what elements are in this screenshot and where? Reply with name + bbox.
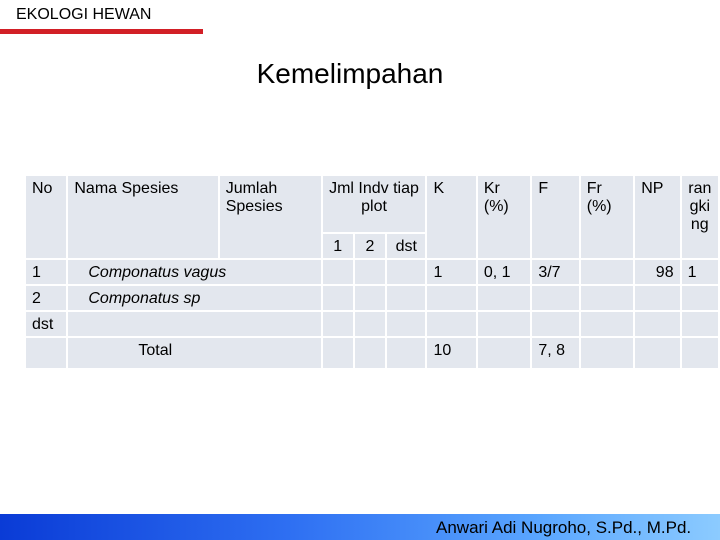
cell-kr [478,338,530,368]
total-row [26,338,718,368]
slide-title: Kemelimpahan [256,58,444,89]
course-title: EKOLOGI HEWAN [16,6,152,23]
cell-plot-dst [387,312,425,336]
cell-plot-1 [323,260,353,284]
cell-species [68,312,320,336]
slide-title-wrap [0,58,720,90]
total-label: Total [68,338,320,368]
header-plot-2: 2 [355,234,385,258]
cell-k [427,286,475,310]
total-f: 7, 8 [532,338,578,368]
cell-f [532,286,578,310]
header-jml-indv: Jml Indv tiap plot [323,176,426,232]
header-no: No [26,176,66,258]
cell-plot-2 [355,338,385,368]
cell-plot-dst [387,286,425,310]
cell-plot-dst [387,260,425,284]
cell-k: 1 [427,260,475,284]
author-credit: Anwari Adi Nugroho, S.Pd., M.Pd. [436,518,692,537]
cell-species: Componatus sp [68,286,320,310]
cell-plot-dst [387,338,425,368]
header-f: F [532,176,578,258]
cell-rank [682,312,718,336]
cell-fr [581,338,633,368]
header-k: K [427,176,475,258]
cell-fr [581,312,633,336]
cell-fr [581,260,633,284]
header-jumlah-spesies: Jumlah Spesies [220,176,321,258]
cell-rank [682,338,718,368]
cell-no [26,338,66,368]
cell-plot-1 [323,312,353,336]
header-accent-bar [0,29,203,34]
cell-fr [581,286,633,310]
header-ranking: ran gki ng [682,176,718,258]
cell-plot-1 [323,338,353,368]
cell-no: 2 [26,286,66,310]
total-k: 10 [427,338,475,368]
cell-kr: 0, 1 [478,260,530,284]
table-row [26,312,718,336]
cell-species: Componatus vagus [68,260,320,284]
header-row [26,176,718,232]
cell-plot-1 [323,286,353,310]
header-plot-dst: dst [387,234,425,258]
table-row [26,260,718,284]
cell-k [427,312,475,336]
cell-no: 1 [26,260,66,284]
cell-no: dst [26,312,66,336]
cell-rank: 1 [682,260,718,284]
header-nama-spesies: Nama Spesies [68,176,217,258]
abundance-table [24,174,720,370]
cell-f [532,312,578,336]
cell-np [635,286,679,310]
table-row [26,286,718,310]
cell-np [635,312,679,336]
cell-np [635,338,679,368]
cell-plot-2 [355,286,385,310]
header-np: NP [635,176,679,258]
cell-np: 98 [635,260,679,284]
cell-kr [478,286,530,310]
cell-f: 3/7 [532,260,578,284]
cell-plot-2 [355,312,385,336]
header-kr: Kr (%) [478,176,530,258]
cell-kr [478,312,530,336]
header-plot-1: 1 [323,234,353,258]
header-fr: Fr (%) [581,176,633,258]
cell-rank [682,286,718,310]
cell-plot-2 [355,260,385,284]
